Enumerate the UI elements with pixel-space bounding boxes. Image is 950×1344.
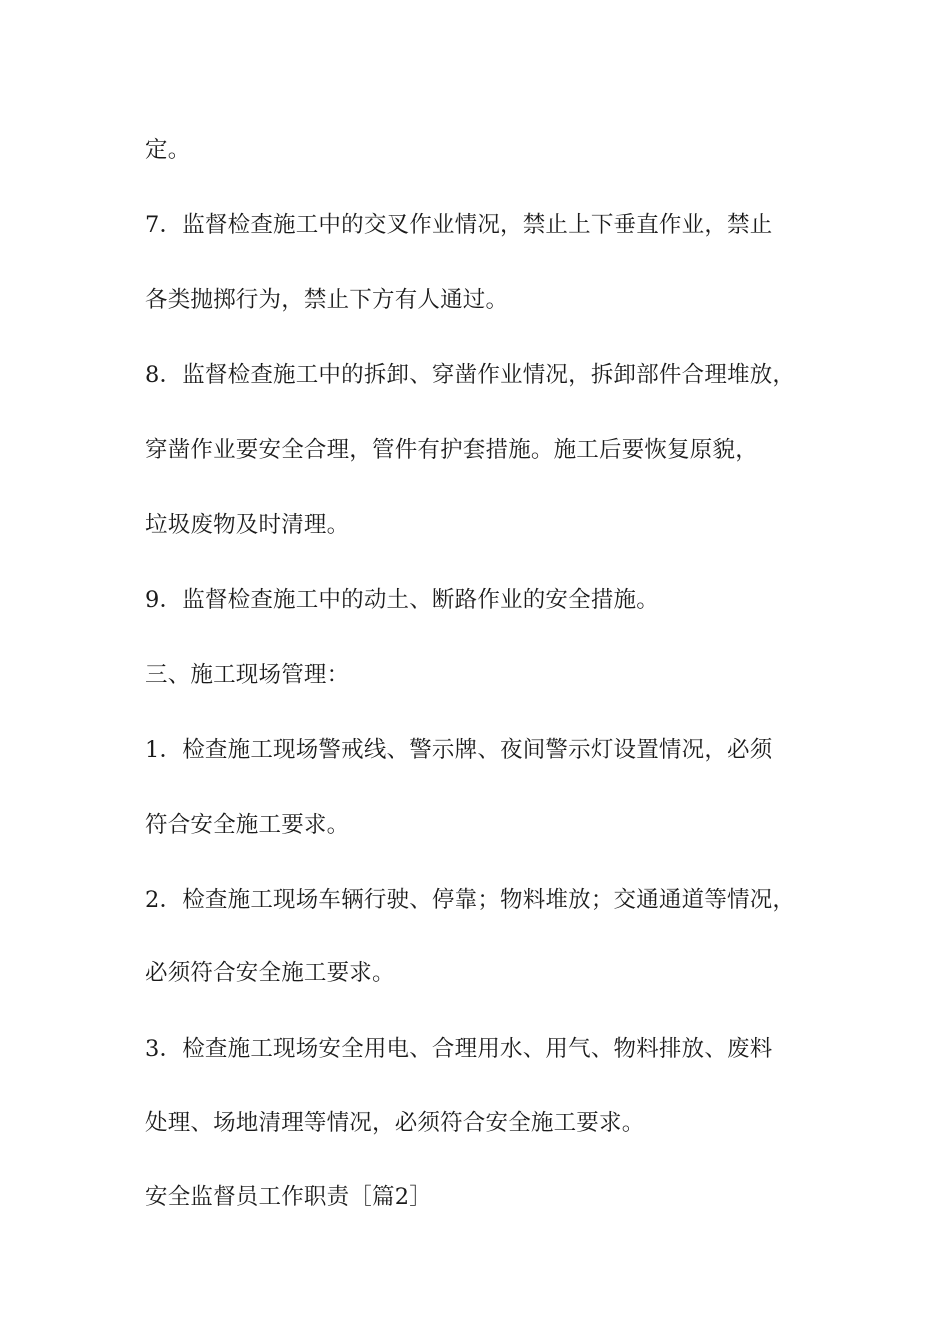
- text-line-item-8-cont2: 垃圾废物及时清理。: [145, 512, 350, 538]
- section-title-part-2: 安全监督员工作职责［篇2］: [145, 1184, 432, 1210]
- text-line-item-8-cont: 穿凿作业要安全合理，管件有护套措施。施工后要恢复原貌，: [145, 437, 758, 463]
- text-line-item-9: 9．监督检查施工中的动土、断路作业的安全措施。: [145, 587, 659, 613]
- text-line-item-8: 8．监督检查施工中的拆卸、穿凿作业情况，拆卸部件合理堆放，: [145, 362, 796, 388]
- text-line-item-7-cont: 各类抛掷行为，禁止下方有人通过。: [145, 287, 509, 313]
- text-line-item-2-cont: 必须符合安全施工要求。: [145, 960, 395, 986]
- text-line-item-3: 3．检查施工现场安全用电、合理用水、用气、物料排放、废料: [145, 1036, 773, 1062]
- text-line-item-1: 1．检查施工现场警戒线、警示牌、夜间警示灯设置情况，必须: [145, 737, 773, 763]
- section-heading-3: 三、施工现场管理：: [145, 662, 350, 688]
- text-line-item-1-cont: 符合安全施工要求。: [145, 812, 350, 838]
- text-line-item-7: 7．监督检查施工中的交叉作业情况，禁止上下垂直作业，禁止: [145, 212, 773, 238]
- text-line-item-3-cont: 处理、场地清理等情况，必须符合安全施工要求。: [145, 1110, 645, 1136]
- text-line-item-2: 2．检查施工现场车辆行驶、停靠；物料堆放；交通通道等情况，: [145, 887, 796, 913]
- text-line-continuation: 定。: [145, 137, 191, 163]
